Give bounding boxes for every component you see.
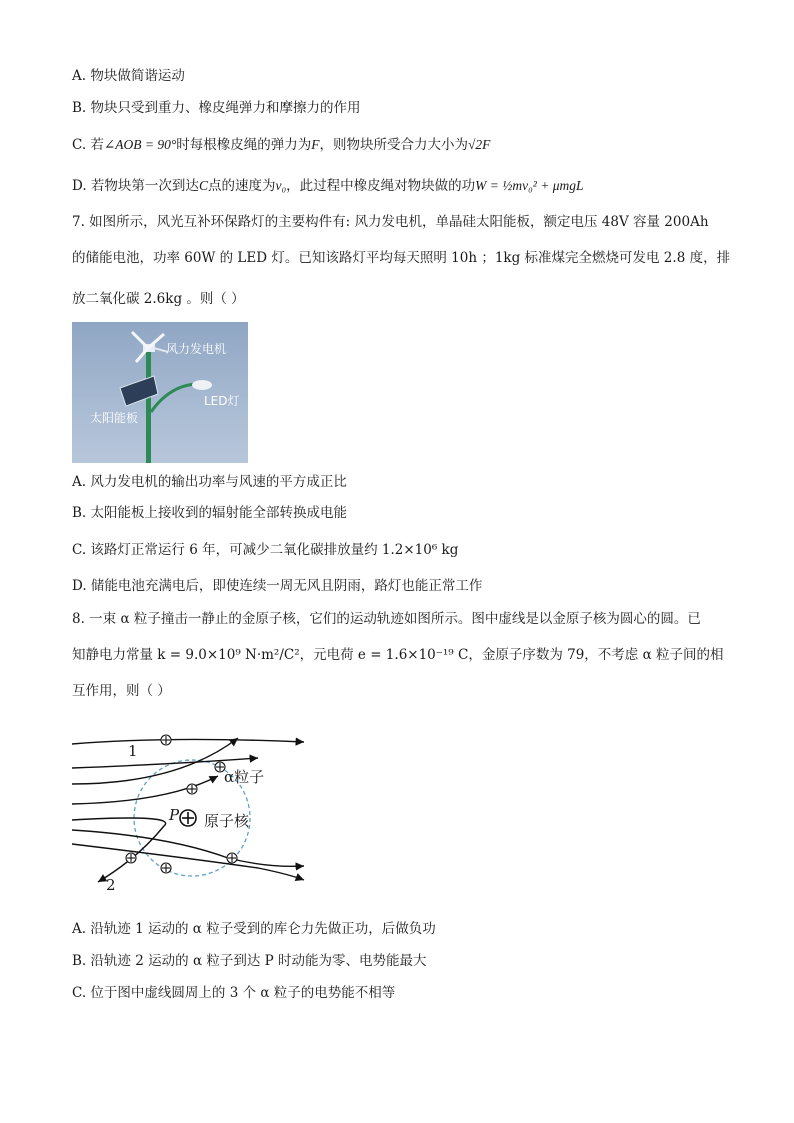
alpha-scattering-figure	[68, 718, 308, 898]
q7-option-b: B. 太阳能板上接收到的辐射能全部转换成电能	[72, 505, 348, 521]
q6-option-c-text2: ，则物块所受合力大小为	[319, 137, 469, 153]
q6-option-b: B. 物块只受到重力、橡皮绳弹力和摩擦力的作用	[72, 100, 361, 116]
trajectory-2-label: 2	[106, 876, 116, 894]
q6-option-a: A. 物块做简谐运动	[72, 68, 185, 84]
streetlight-photo	[72, 322, 248, 463]
q6-option-c-pre: C. 若∠	[72, 137, 116, 153]
photo-label-wind: 风力发电机	[166, 342, 227, 356]
q8-stem-line1: 8. 一束 α 粒子撞击一静止的金原子核，它们的运动轨迹如图所示。图中虚线是以金原子核为圆心的圆。已	[72, 611, 701, 627]
q6-option-c-text: 时每根橡皮绳的弹力为	[176, 137, 312, 153]
point-P-label: P	[169, 806, 180, 824]
q8-option-a: A. 沿轨迹 1 运动的 α 粒子受到的库仑力先做正功，后做负功	[72, 921, 436, 937]
q6-option-c	[72, 135, 490, 155]
q8-stem-line2: 知静电力常量 k = 9.0×10⁹ N·m²/C²，元电荷 e = 1.6×10⁻¹⁹ C，金原子序数为 79，不考虑 α 粒子间的相	[72, 647, 724, 663]
q7-option-c: C. 该路灯正常运行 6 年，可减少二氧化碳排放量约 1.2×10⁶ kg	[72, 542, 459, 558]
q7-stem-line3: 放二氧化碳 2.6kg 。则（ ）	[72, 291, 245, 307]
trajectory-1-label: 1	[128, 742, 138, 760]
q8-option-b: B. 沿轨迹 2 运动的 α 粒子到达 P 时动能为零、电势能最大	[72, 953, 427, 969]
q7-option-d: D. 储能电池充满电后，即使连续一周无风且阴雨，路灯也能正常工作	[72, 578, 483, 594]
q7-stem-line1: 7. 如图所示，风光互补环保路灯的主要构件有: 风力发电机，单晶硅太阳能板，额定电压 48V 容量 200Ah	[72, 214, 709, 230]
photo-label-led: LED灯	[204, 394, 240, 408]
q6-option-d-v0: v₀	[275, 178, 287, 193]
q6-option-c-math: √2F	[468, 137, 491, 152]
nucleus-label: 原子核	[204, 812, 250, 830]
alpha-scattering-diagram	[68, 718, 308, 898]
q6-option-d-mid2: ，此过程中橡皮绳对物块做的功	[286, 178, 476, 194]
alpha-particle-label: α粒子	[224, 768, 265, 786]
q6-option-c-angle: AOB = 90°	[115, 137, 177, 152]
q8-option-c: C. 位于图中虚线圆周上的 3 个 α 粒子的电势能不相等	[72, 985, 396, 1001]
q6-option-d-pre: D. 若物块第一次到达	[72, 178, 199, 194]
q6-option-d-C: C	[198, 178, 208, 193]
q6-option-d-math: W = ½mv₀² + μmgL	[475, 178, 584, 193]
q6-option-c-F: F	[311, 137, 320, 152]
q6-option-d-mid: 点的速度为	[207, 178, 276, 194]
q7-stem-line2: 的储能电池，功率 60W 的 LED 灯。已知该路灯平均每天照明 10h ；1kg 标准煤完全燃烧可发电 2.8 度，排	[72, 250, 731, 266]
photo-label-solar: 太阳能板	[90, 411, 139, 425]
q7-option-a: A. 风力发电机的输出功率与风速的平方成正比	[72, 474, 347, 490]
q6-option-d	[72, 176, 584, 196]
q8-stem-line3: 互作用，则（ ）	[72, 683, 171, 699]
